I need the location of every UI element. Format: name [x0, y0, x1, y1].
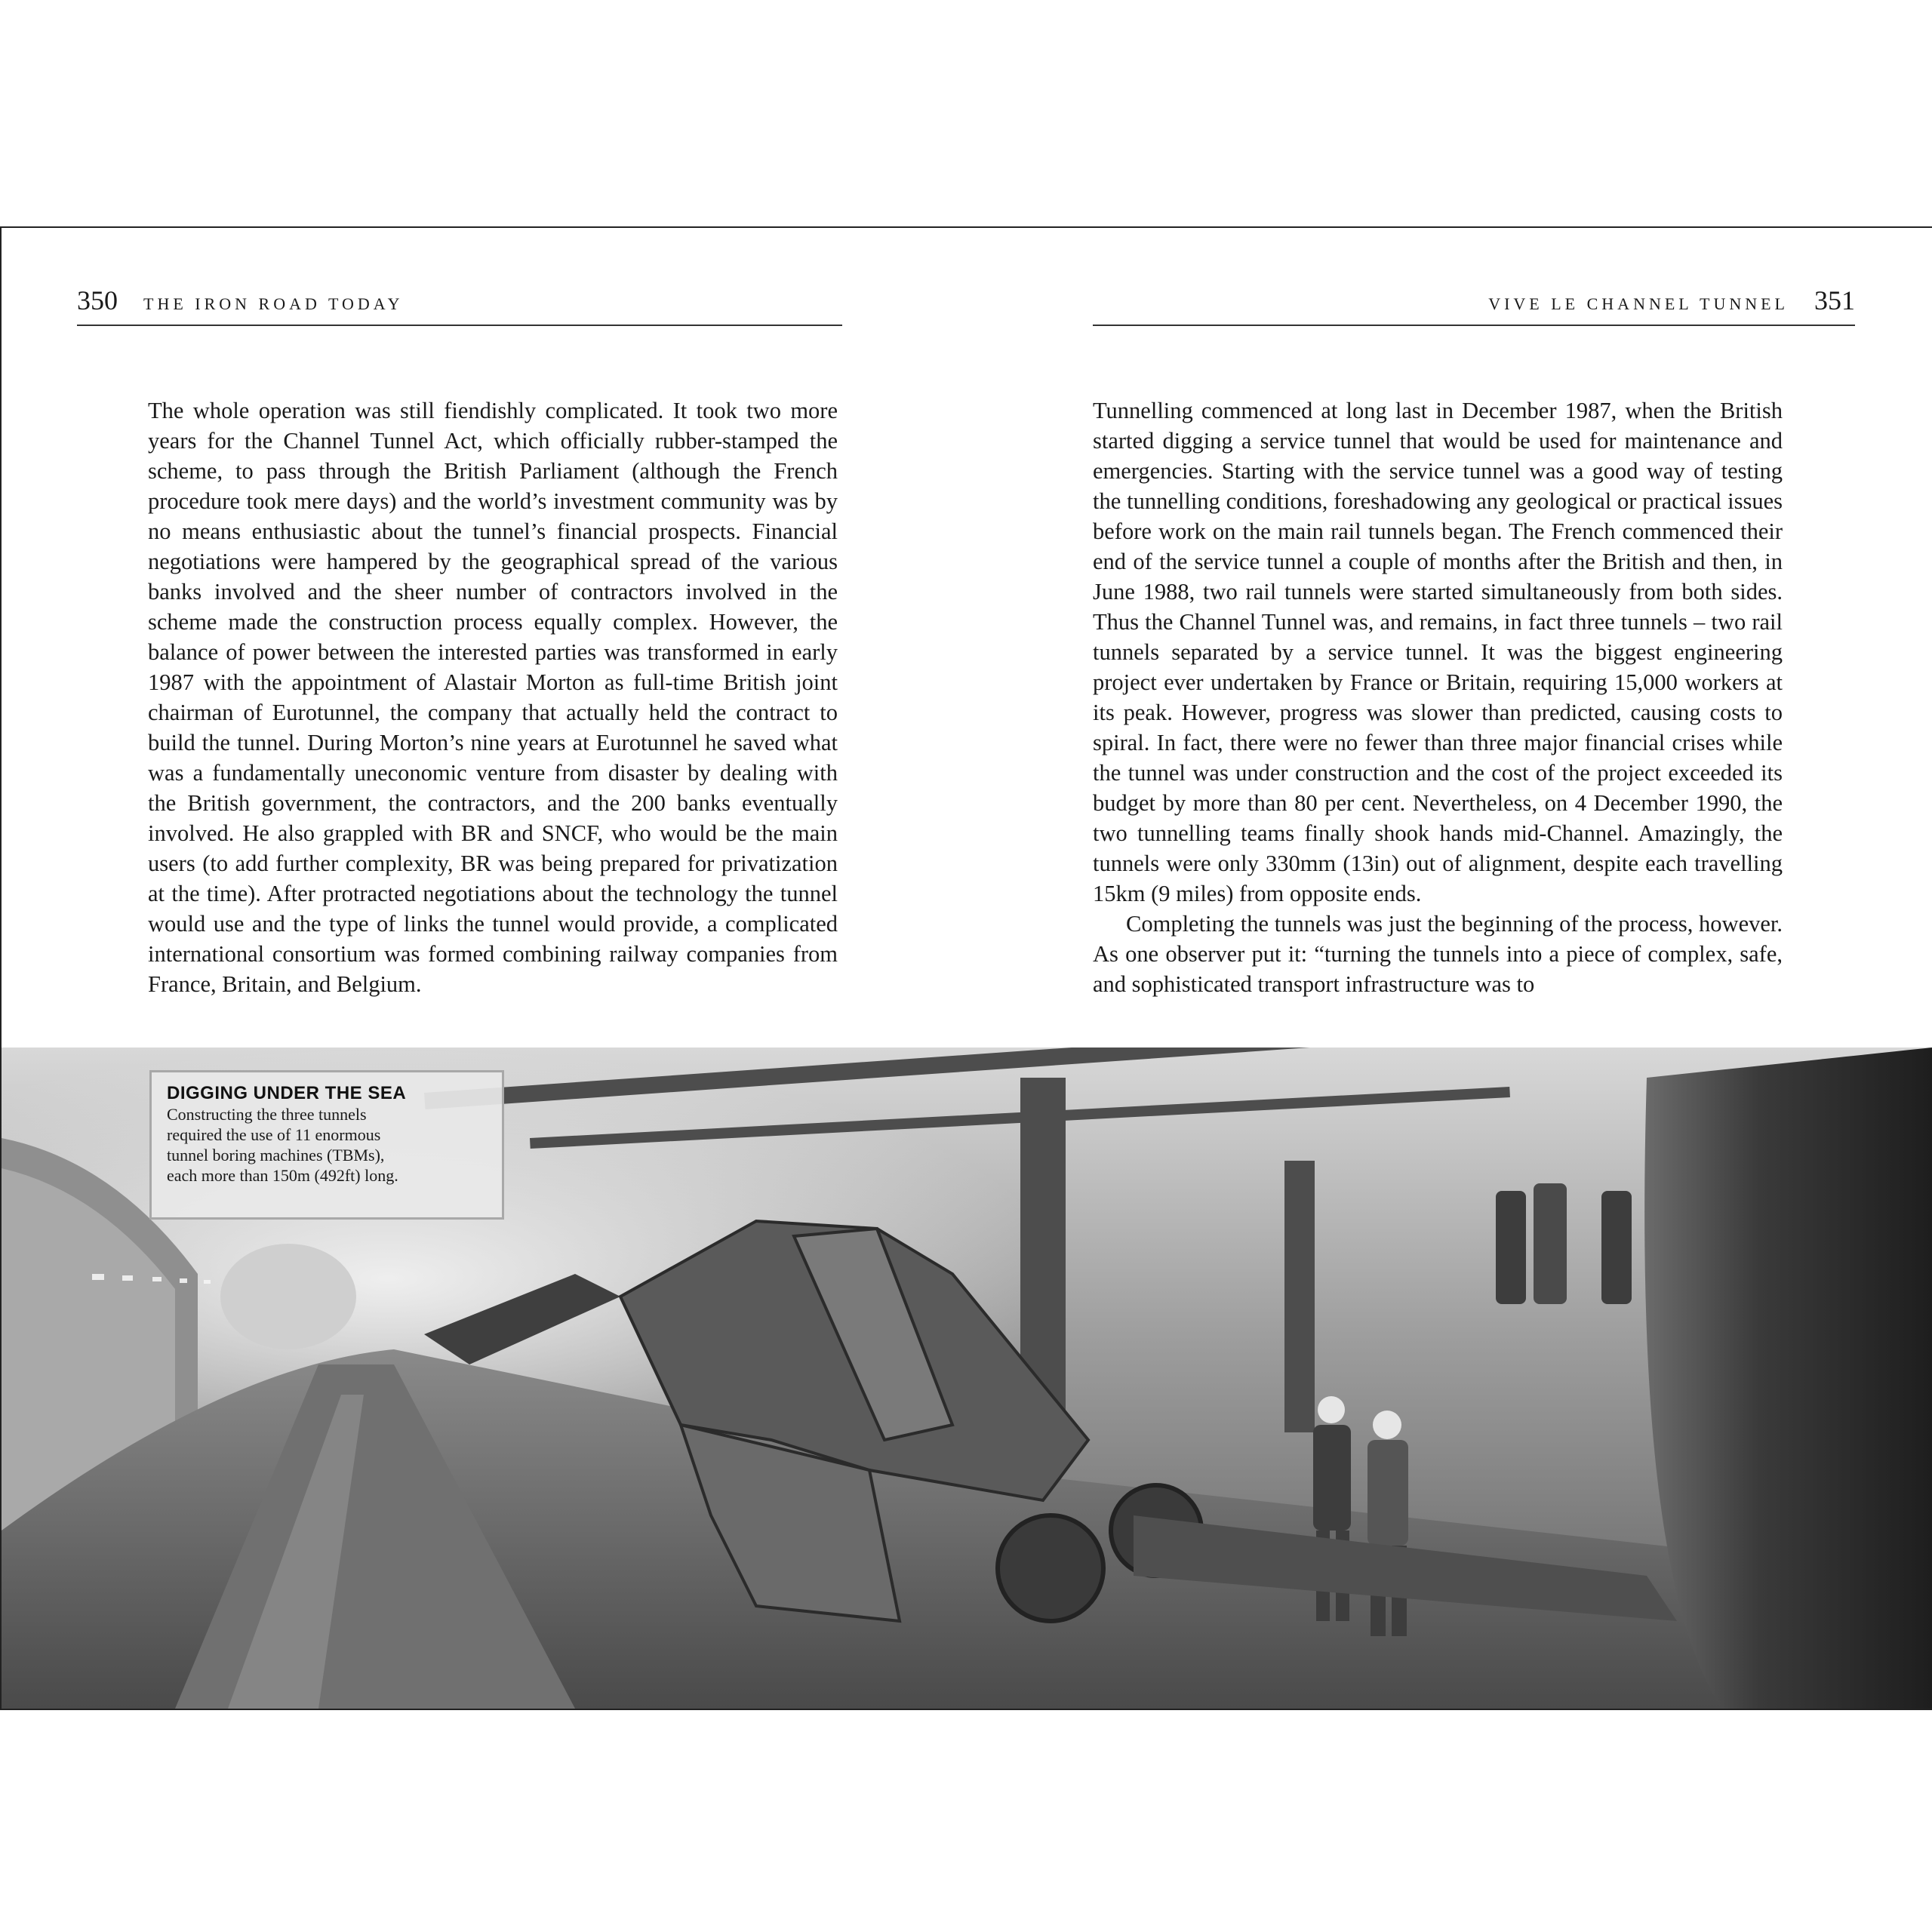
right-running-head: [1093, 287, 1855, 326]
caption-line: tunnel boring machines (TBMs),: [167, 1146, 385, 1164]
body-paragraph: Completing the tunnels was just the beginning of the process, however. As one observer put it: “turning the tunnels into a piece of complex, safe, and sophisticated transport infrastructure was to: [1093, 911, 1783, 997]
left-section-title: THE IRON ROAD TODAY: [143, 294, 404, 313]
caption-line: Constructing the three tunnels: [167, 1105, 367, 1124]
caption-line: required the use of 11 enormous: [167, 1125, 381, 1144]
body-paragraph: The whole operation was still fiendishly complicated. It took two more years for the Channel Tunnel Act, which officially rubber-stamped the scheme, to pass through the British Parliament (although the French procedure took mere days) and the world’s investment community was by no means enthusiastic about the tunnel’s financial prospects. Financial negotiations were hampered by the geographical spread of the various banks involved and the sheer number of contractors involved in the scheme made the construction process equally complex. However, the balance of power between the interested parties was transformed in early 1987 with the appointment of Alastair Morton as full-time British joint chairman of Eurotunnel, the company that actually held the contract to build the tunnel. During Morton’s nine years at Eurotunnel he saved what was a fundamentally uneconomic venture from disaster by dealing with the British government, the contractors, and the 200 banks eventually involved. He also grappled with BR and SNCF, who would be the main users (to add further complexity, BR was being prepared for privatization at the time). After protracted negotiations about the technology the tunnel would use and the type of links the tunnel would provide, a complicated international consortium was formed combining railway companies from France, Britain, and Belgium.: [148, 398, 838, 997]
caption-line: each more than 150m (492ft) long.: [167, 1166, 398, 1185]
photo-caption-box: [149, 1070, 504, 1220]
right-page-number: 351: [1814, 285, 1855, 315]
book-spread: [0, 226, 1932, 1710]
left-page-number: 350: [77, 285, 118, 315]
caption-title: DIGGING UNDER THE SEA: [167, 1083, 407, 1103]
left-running-head: [77, 287, 842, 326]
left-text-column: [148, 395, 838, 999]
right-section-title: VIVE LE CHANNEL TUNNEL: [1488, 294, 1789, 313]
right-text-column: [1093, 395, 1783, 999]
body-paragraph: Tunnelling commenced at long last in December 1987, when the British started digging a service tunnel that would be used for maintenance and emergencies. Starting with the service tunnel was a good way of testing the tunnelling conditions, foreshadowing any geological or practical issues before work on the main rail tunnels began. The French commenced their end of the service tunnel a couple of months after the British and then, in June 1988, two rail tunnels were started simultaneously from both sides. Thus the Channel Tunnel was, and remains, in fact three tunnels – two rail tunnels separated by a service tunnel. It was the biggest engineering project ever undertaken by France or Britain, requiring 15,000 workers at its peak. However, progress was slower than predicted, causing costs to spiral. In fact, there were no fewer than three major financial crises while the tunnel was under construction and the cost of the project exceeded its budget by more than 80 per cent. Nevertheless, on 4 December 1990, the two tunnelling teams finally shook hands mid-Channel. Amazingly, the tunnels were only 330mm (13in) out of alignment, despite each travelling 15km (9 miles) from opposite ends.: [1093, 398, 1783, 906]
